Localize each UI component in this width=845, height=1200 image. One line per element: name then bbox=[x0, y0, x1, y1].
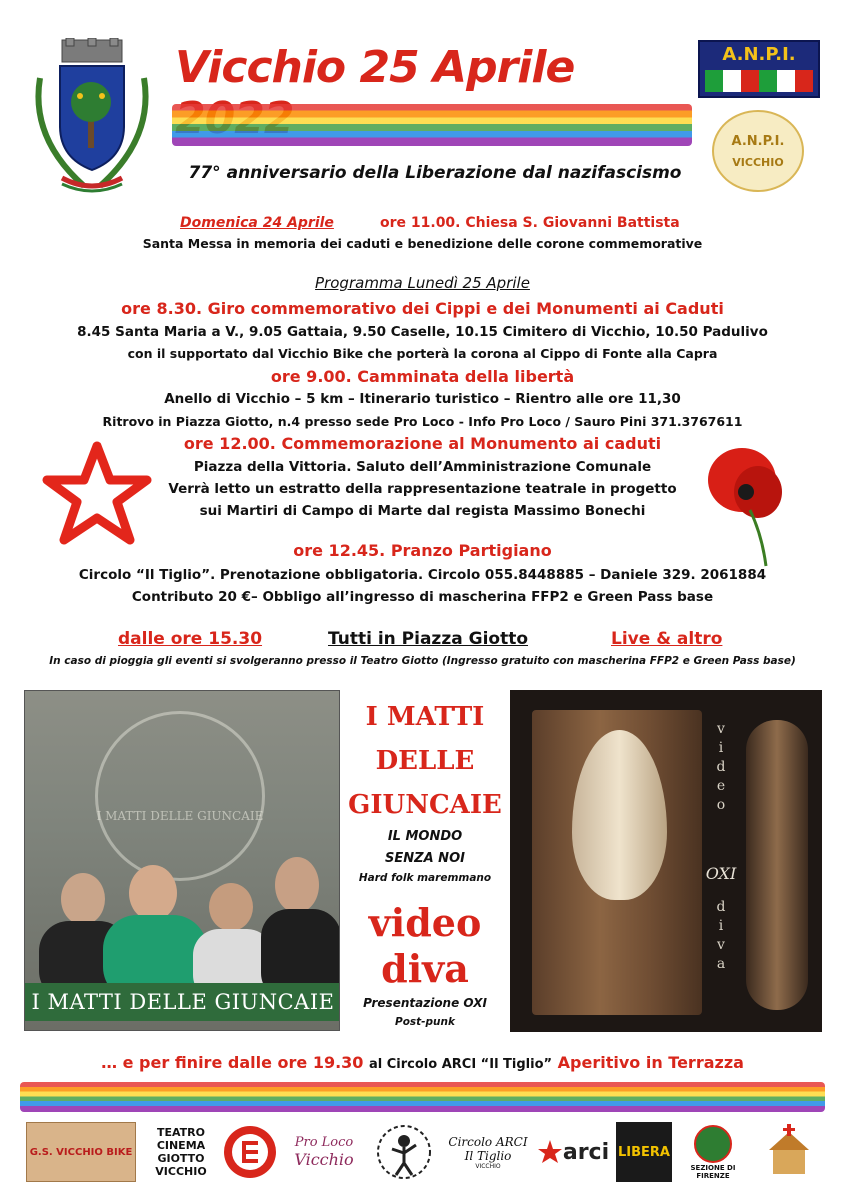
sunday-description: Santa Messa in memoria dei caduti e benedizione delle corone commemorative bbox=[142, 236, 703, 251]
teatro-label: TEATRO CINEMA GIOTTO VICCHIO bbox=[155, 1126, 207, 1178]
band-seal-text: I MATTI DELLE GIUNCAIE bbox=[96, 809, 264, 823]
band1-album-line2: SENZA NOI bbox=[385, 851, 465, 866]
afternoon-time: dalle ore 15.30 bbox=[118, 629, 263, 649]
carved-face-figure bbox=[746, 720, 808, 1010]
sunday-date: Domenica 24 Aprile bbox=[180, 215, 334, 231]
rain-note: In caso di pioggia gli eventi si svolgeranno presso il Teatro Giotto (Ingresso gratuito con mascherina FFP2 e Green Pass base) bbox=[49, 655, 796, 667]
vicchio-coat-of-arms bbox=[22, 38, 162, 196]
anpi-vicchio-logo bbox=[712, 110, 804, 192]
afternoon-live: Live & altro bbox=[611, 629, 723, 649]
band2-presentation: Presentazione OXI bbox=[363, 996, 487, 1010]
arci-logo bbox=[536, 1122, 610, 1182]
event2-title: ore 9.00. Camminata della libertà bbox=[270, 367, 575, 386]
band2-name bbox=[345, 900, 505, 992]
rainbow-band-bottom bbox=[20, 1082, 825, 1112]
afternoon-place: Tutti in Piazza Giotto bbox=[328, 629, 529, 649]
band-photo-matti-delle-giuncaie bbox=[24, 690, 340, 1031]
program-heading: Programma Lunedì 25 Aprile bbox=[315, 274, 530, 292]
anpi-vicchio-top: A.N.P.I. bbox=[731, 134, 785, 149]
band1-name-line3: GIUNCAIE bbox=[348, 790, 502, 820]
circolo-line2: Il Tiglio bbox=[464, 1148, 512, 1163]
event2-line1: Anello di Vicchio – 5 km – Itinerario turistico – Rientro alle ore 11,30 bbox=[164, 391, 681, 407]
sunday-time-place: ore 11.00. Chiesa S. Giovanni Battista bbox=[380, 215, 680, 231]
anpi-label: A.N.P.I. bbox=[722, 44, 796, 65]
cover-text-video bbox=[706, 720, 736, 815]
cover-letter: d bbox=[716, 759, 726, 775]
cover-letter: d bbox=[716, 899, 726, 915]
proloco-line1: Pro Loco bbox=[294, 1135, 354, 1150]
finale-lead: … e per finire dalle ore 19.30 bbox=[101, 1053, 364, 1072]
teatro-giotto-logo bbox=[148, 1122, 214, 1182]
event3-line1: Piazza della Vittoria. Saluto dell’Amministrazione Comunale bbox=[193, 459, 652, 475]
arci-label: arci bbox=[562, 1139, 610, 1165]
emergency-logo bbox=[222, 1122, 278, 1182]
event2-line2: Ritrovo in Piazza Giotto, n.4 presso sede Pro Loco - Info Pro Loco / Sauro Pini 371.3767611 bbox=[102, 414, 743, 429]
event3-title: ore 12.00. Commemorazione al Monumento ai caduti bbox=[183, 434, 662, 453]
band-members-silhouettes bbox=[25, 851, 340, 991]
gs-label: G.S. VICCHIO BIKE bbox=[29, 1146, 133, 1158]
anpi-vicchio-bottom: VICCHIO bbox=[732, 156, 784, 169]
church-icon bbox=[763, 1124, 815, 1180]
cover-letter: a bbox=[716, 956, 726, 972]
alpini-label: SEZIONE DI FIRENZE bbox=[690, 1164, 736, 1180]
italian-flag-icon bbox=[705, 70, 813, 92]
band1-album-line1: IL MONDO bbox=[387, 829, 463, 844]
event4-title: ore 12.45. Pranzo Partigiano bbox=[293, 541, 552, 560]
band2-genre: Post-punk bbox=[395, 1016, 455, 1028]
event4-line1: Circolo “Il Tiglio”. Prenotazione obbligatoria. Circolo 055.8448885 – Daniele 329. 2061884 bbox=[78, 567, 767, 583]
event4-line2: Contributo 20 €– Obbligo all’ingresso di mascherina FFP2 e Green Pass base bbox=[131, 589, 714, 605]
cover-text-diva bbox=[706, 898, 736, 974]
event3-line2: Verrà letto un estratto della rappresentazione teatrale in progetto bbox=[168, 481, 677, 497]
gs-vicchio-bike-logo bbox=[26, 1122, 136, 1182]
unita-pastorale-logo bbox=[758, 1122, 820, 1182]
page-title: Vicchio 25 Aprile bbox=[175, 42, 575, 93]
event1-line1: 8.45 Santa Maria a V., 9.05 Gattaia, 9.50 Caselle, 10.15 Cimitero di Vicchio, 10.50 Padulivo bbox=[77, 324, 768, 340]
partisan-drawing-logo bbox=[370, 1122, 438, 1182]
cover-letter: e bbox=[716, 778, 726, 794]
band1-genre: Hard folk maremmano bbox=[358, 872, 492, 884]
band2-name-line1: video bbox=[368, 900, 482, 945]
finale-line bbox=[0, 1053, 845, 1072]
emergency-e-icon bbox=[222, 1124, 278, 1180]
circolo-line1: Circolo ARCI bbox=[448, 1134, 528, 1149]
cover-text-oxi: OXI bbox=[705, 864, 737, 883]
libera-label: LIBERA bbox=[618, 1144, 670, 1160]
band-banner: I MATTI DELLE GIUNCAIE bbox=[25, 983, 340, 1021]
circolo-arci-il-tiglio-logo bbox=[446, 1122, 530, 1182]
alpini-badge-icon bbox=[693, 1124, 733, 1164]
libera-logo bbox=[616, 1122, 672, 1182]
alpini-firenze-logo bbox=[680, 1122, 746, 1182]
cover-letter: v bbox=[717, 937, 725, 953]
cover-letter: v bbox=[717, 721, 725, 737]
pro-loco-vicchio-logo bbox=[286, 1122, 362, 1182]
cover-letter: o bbox=[716, 797, 726, 813]
event1-line2: con il supportato dal Vicchio Bike che porterà la corona al Cippo di Fonte alla Capra bbox=[127, 346, 718, 361]
anpi-logo bbox=[698, 40, 820, 98]
poppy-flower-icon bbox=[700, 440, 790, 570]
band1-name-line1: I MATTI bbox=[365, 702, 485, 732]
video-diva-oxi-cover bbox=[510, 690, 822, 1032]
red-star-icon bbox=[42, 440, 152, 550]
band2-name-line2: diva bbox=[381, 946, 469, 991]
band1-album bbox=[345, 826, 505, 870]
event1-title: ore 8.30. Giro commemorativo dei Cippi e dei Monumenti ai Caduti bbox=[121, 299, 724, 318]
finale-end: Aperitivo in Terrazza bbox=[557, 1053, 744, 1072]
arci-star-icon bbox=[537, 1139, 563, 1165]
partisan-figure-icon bbox=[374, 1123, 434, 1181]
proloco-line2: Vicchio bbox=[294, 1150, 354, 1169]
event3-line3: sui Martiri di Campo di Marte dal regista Massimo Bonechi bbox=[199, 503, 646, 519]
subtitle: 77° anniversario della Liberazione dal nazifascismo bbox=[188, 163, 682, 183]
circolo-line3: VICCHIO bbox=[475, 1162, 501, 1170]
cover-letter: i bbox=[718, 918, 724, 934]
rainbow-band-top bbox=[172, 104, 692, 146]
finale-mid: al Circolo ARCI “Il Tiglio” bbox=[369, 1057, 553, 1072]
cover-letter: i bbox=[718, 740, 724, 756]
band1-name bbox=[345, 695, 505, 827]
band1-name-line2: DELLE bbox=[375, 746, 475, 776]
